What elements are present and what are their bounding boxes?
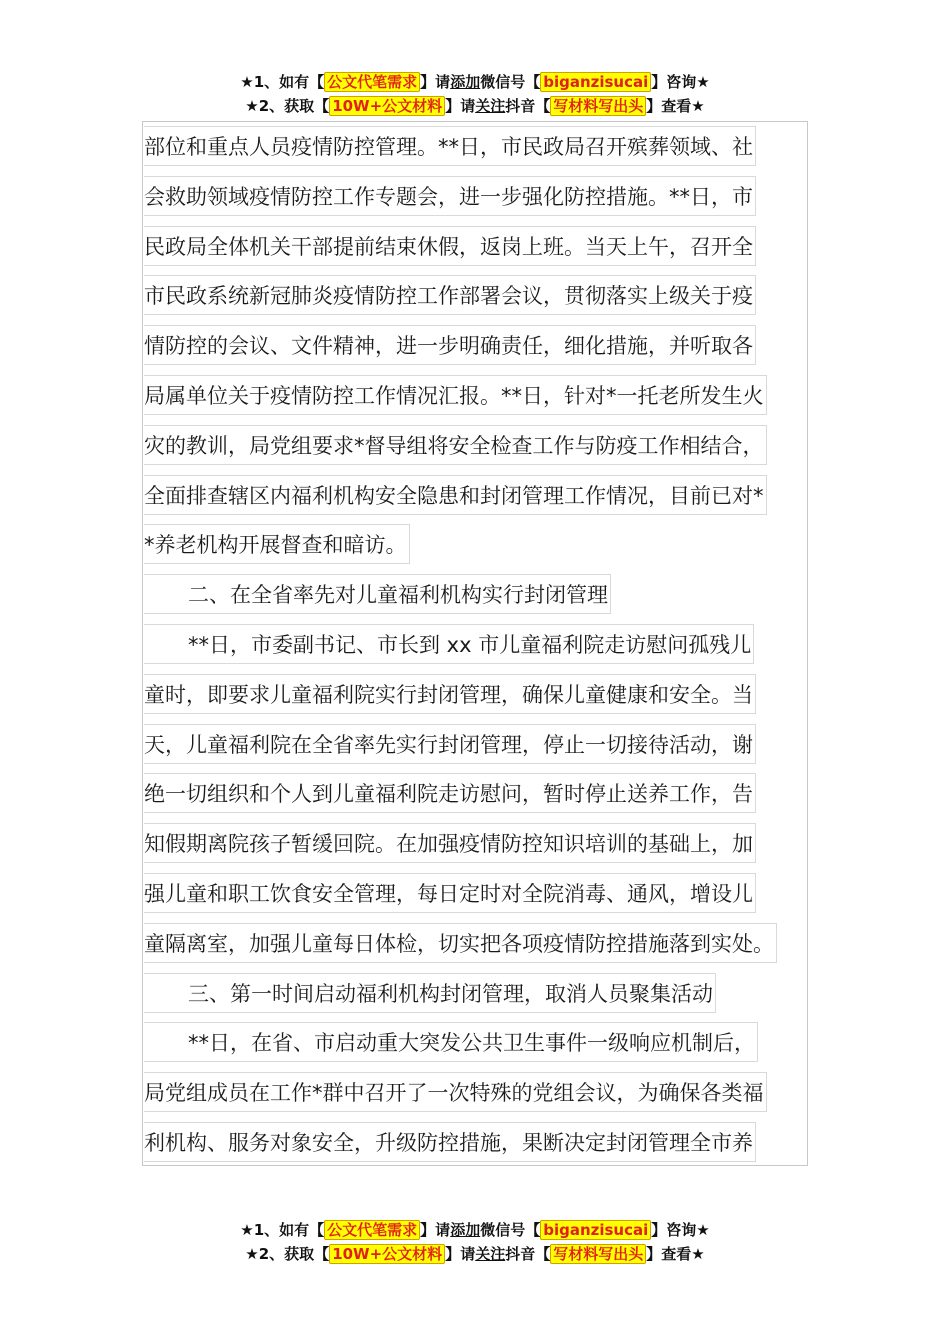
highlight-materials: 10W+公文材料 <box>329 1244 445 1264</box>
banner-text: ★1、如有【 <box>240 73 325 91</box>
text-line: 局属单位关于疫情防控工作情况汇报。**日，针对*一托老所发生火 <box>144 373 806 423</box>
text-line: 全面排查辖区内福利机构安全隐患和封闭管理工作情况，目前已对* <box>144 473 806 523</box>
banner-line-1 <box>0 70 950 94</box>
footer-banner <box>0 1218 950 1266</box>
text-line: 市民政系统新冠肺炎疫情防控工作部署会议，贯彻落实上级关于疫 <box>144 273 806 323</box>
banner-text: 抖音【 <box>505 1245 551 1263</box>
banner-emphasis: 添加 <box>450 1221 481 1239</box>
banner-text: 】请 <box>445 97 476 115</box>
text-line: 童隔离室，加强儿童每日体检，切实把各项疫情防控措施落到实处。 <box>144 921 806 971</box>
text-line: 局党组成员在工作*群中召开了一次特殊的党组会议，为确保各类福 <box>144 1070 806 1120</box>
text-line: 会救助领域疫情防控工作专题会，进一步强化防控措施。**日，市 <box>144 174 806 224</box>
text-line: 民政局全体机关干部提前结束休假，返岗上班。当天上午，召开全 <box>144 224 806 274</box>
section-heading-3: 三、第一时间启动福利机构封闭管理，取消人员聚集活动 <box>144 971 806 1021</box>
text-line: 利机构、服务对象安全，升级防控措施，果断决定封闭管理全市养 <box>144 1120 806 1170</box>
text-line: 童时，即要求儿童福利院实行封闭管理，确保儿童健康和安全。当 <box>144 672 806 722</box>
highlight-account: 写材料写出头 <box>550 1244 646 1264</box>
highlight-wechat-id: biganzisucai <box>540 72 651 92</box>
text-line: 绝一切组织和个人到儿童福利院走访慰问，暂时停止送养工作，告 <box>144 771 806 821</box>
text-line: 天，儿童福利院在全省率先实行封闭管理，停止一切接待活动，谢 <box>144 722 806 772</box>
text-line: 灾的教训，局党组要求*督导组将安全检查工作与防疫工作相结合， <box>144 423 806 473</box>
banner-text: 】请 <box>445 1245 476 1263</box>
banner-text: ★1、如有【 <box>240 1221 325 1239</box>
banner-text: 】请 <box>420 73 451 91</box>
banner-text: 】咨询★ <box>651 1221 710 1239</box>
banner-emphasis: 关注 <box>475 97 506 115</box>
highlight-service: 公文代笔需求 <box>324 72 420 92</box>
text-line: 情防控的会议、文件精神，进一步明确责任，细化措施，并听取各 <box>144 323 806 373</box>
highlight-materials: 10W+公文材料 <box>329 96 445 116</box>
banner-line-1 <box>0 1218 950 1242</box>
highlight-account: 写材料写出头 <box>550 96 646 116</box>
banner-line-2 <box>0 94 950 118</box>
banner-text: 微信号【 <box>480 73 541 91</box>
banner-emphasis: 添加 <box>450 73 481 91</box>
text-line: 强儿童和职工饮食安全管理，每日定时对全院消毒、通风，增设儿 <box>144 871 806 921</box>
section-heading-2: 二、在全省率先对儿童福利机构实行封闭管理 <box>144 572 806 622</box>
banner-text: ★2、获取【 <box>245 97 330 115</box>
text-line: **日，在省、市启动重大突发公共卫生事件一级响应机制后， <box>144 1020 806 1070</box>
highlight-wechat-id: biganzisucai <box>540 1220 651 1240</box>
text-line: 部位和重点人员疫情防控管理。**日，市民政局召开殡葬领域、社 <box>144 124 806 174</box>
banner-text: ★2、获取【 <box>245 1245 330 1263</box>
text-line: 知假期离院孩子暂缓回院。在加强疫情防控知识培训的基础上，加 <box>144 821 806 871</box>
banner-text: 微信号【 <box>480 1221 541 1239</box>
text-line: *养老机构开展督查和暗访。 <box>144 522 806 572</box>
banner-text: 】咨询★ <box>651 73 710 91</box>
highlight-service: 公文代笔需求 <box>324 1220 420 1240</box>
banner-line-2 <box>0 1242 950 1266</box>
banner-text: 抖音【 <box>505 97 551 115</box>
banner-emphasis: 关注 <box>475 1245 506 1263</box>
banner-text: 】查看★ <box>646 1245 705 1263</box>
text-line: **日，市委副书记、市长到 xx 市儿童福利院走访慰问孤残儿 <box>144 622 806 672</box>
document-body <box>144 124 806 1170</box>
banner-text: 】查看★ <box>646 97 705 115</box>
header-banner <box>0 70 950 118</box>
banner-text: 】请 <box>420 1221 451 1239</box>
